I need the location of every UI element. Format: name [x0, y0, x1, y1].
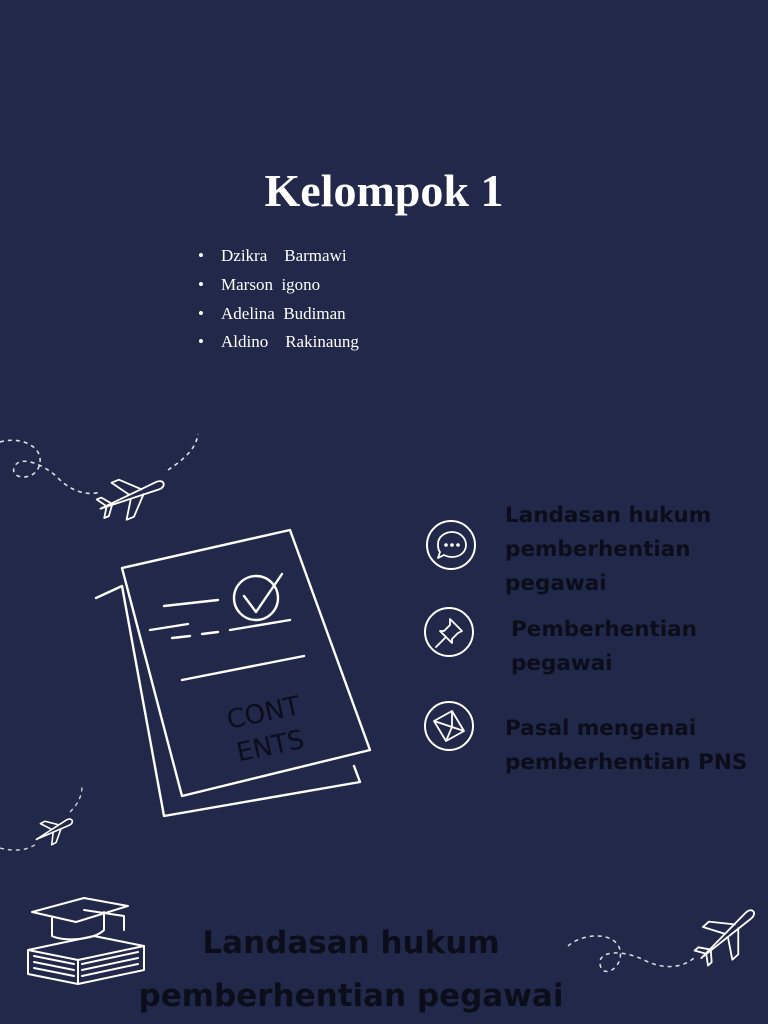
- document-illustration: [90, 520, 380, 830]
- member-item: • Marson igono: [196, 271, 359, 300]
- slide-title: Kelompok 1: [264, 165, 504, 216]
- agenda-item-label: Landasan hukum pemberhentian pegawai: [505, 503, 712, 596]
- member-item: • Adelina Budiman: [196, 300, 359, 329]
- contents-label: CONT ENTS: [224, 691, 308, 769]
- airplane-path-left-icon: [0, 780, 100, 860]
- chat-bubble-icon: [424, 518, 478, 572]
- agenda-item-label: Pemberhentian pegawai: [511, 617, 697, 676]
- member-item: • Aldino Rakinaung: [196, 328, 359, 357]
- member-list: [196, 242, 359, 357]
- pushpin-icon: [422, 605, 476, 659]
- agenda-item-label: Pasal mengenai pemberhentian PNS: [505, 716, 748, 775]
- envelope-icon: [422, 699, 476, 753]
- airplane-path-top-icon: [0, 430, 210, 530]
- airplane-path-right-icon: [564, 898, 768, 988]
- section-heading: Landasan hukum pemberhentian pegawai: [138, 925, 564, 1014]
- member-item: • Dzikra Barmawi: [196, 242, 359, 271]
